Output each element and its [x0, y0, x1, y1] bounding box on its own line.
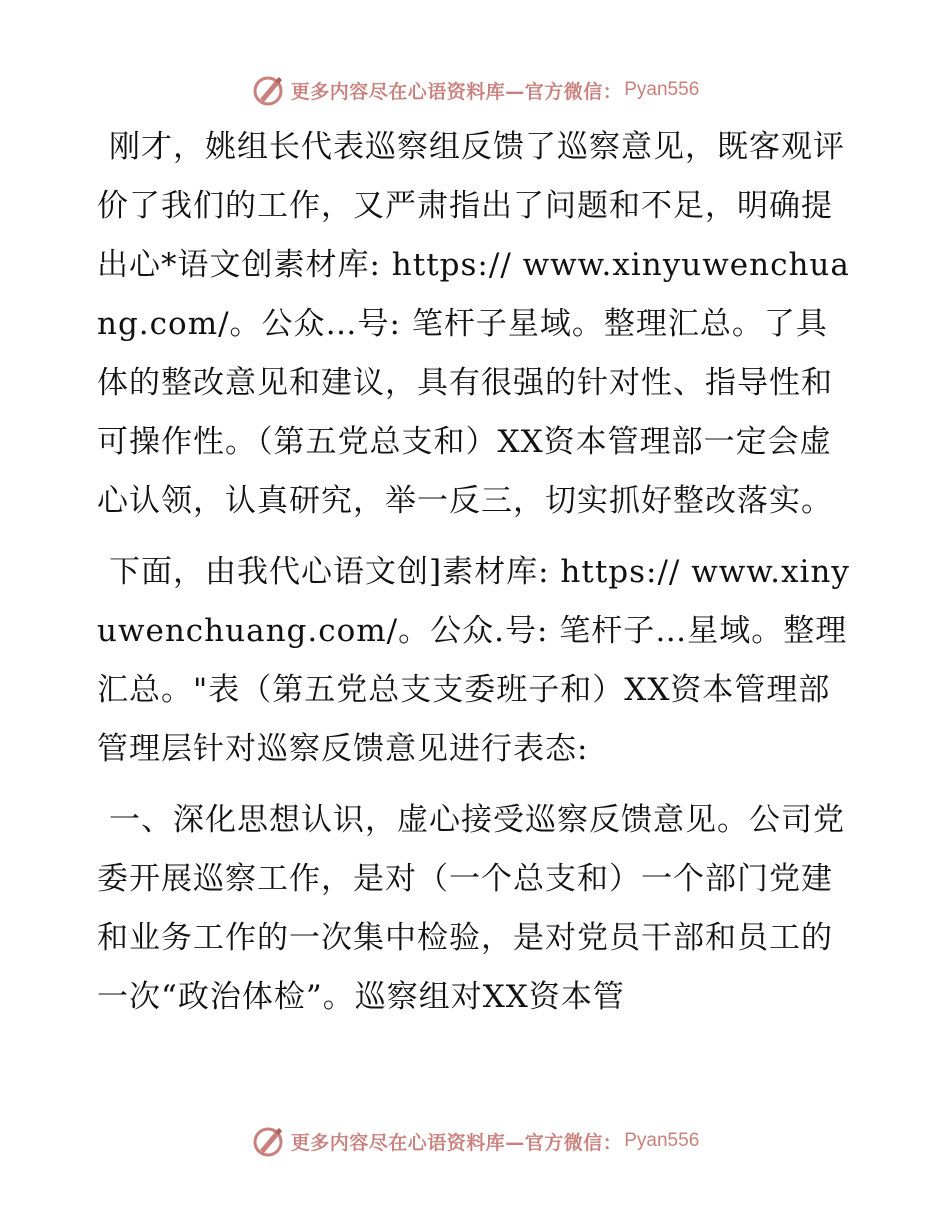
paragraph-3: 一、深化思想认识，虚心接受巡察反馈意见。公司党委开展巡察工作，是对（一个总支和）一个部门党建和业务工作的一次集中检验，是对党员干部和员工的一次“政治体检”。巡察组对XX资本管 — [97, 802, 845, 1015]
footer-watermark-banner — [0, 1121, 950, 1161]
header-watermark-banner — [0, 70, 950, 110]
header-banner-account: Pyan556 — [624, 79, 700, 100]
header-banner-text: 更多内容尽在心语资料库—官方微信： — [290, 80, 623, 103]
pen-logo-icon — [251, 73, 285, 107]
pen-logo-icon — [251, 1124, 285, 1158]
paragraph-2: 下面，由我代心语文创]素材库: https:// www.xinyuwenchuang.com/。公众.号: 笔杆子…星域。整理汇总。"表（第五党总支支委班子和）XX资本管理部管理层针对巡察反馈意见进行表态: — [97, 554, 850, 767]
footer-banner-account: Pyan556 — [624, 1130, 700, 1151]
footer-banner-text: 更多内容尽在心语资料库—官方微信： — [290, 1131, 623, 1154]
document-body — [97, 118, 857, 1027]
paragraph-1: 刚才，姚组长代表巡察组反馈了巡察意见，既客观评价了我们的工作，又严肃指出了问题和不足，明确提出心*语文创素材库: https:// www.xinyuwenchuang.com/。公众…号: 笔杆子星域。整理汇总。了具体的整改意见和建议，具有很强的针对性、指导性和可操作性。（第五党总支和）XX资本管理部一定会虚心认领，认真研究，举一反三，切实抓好整改落实。 — [97, 129, 850, 519]
